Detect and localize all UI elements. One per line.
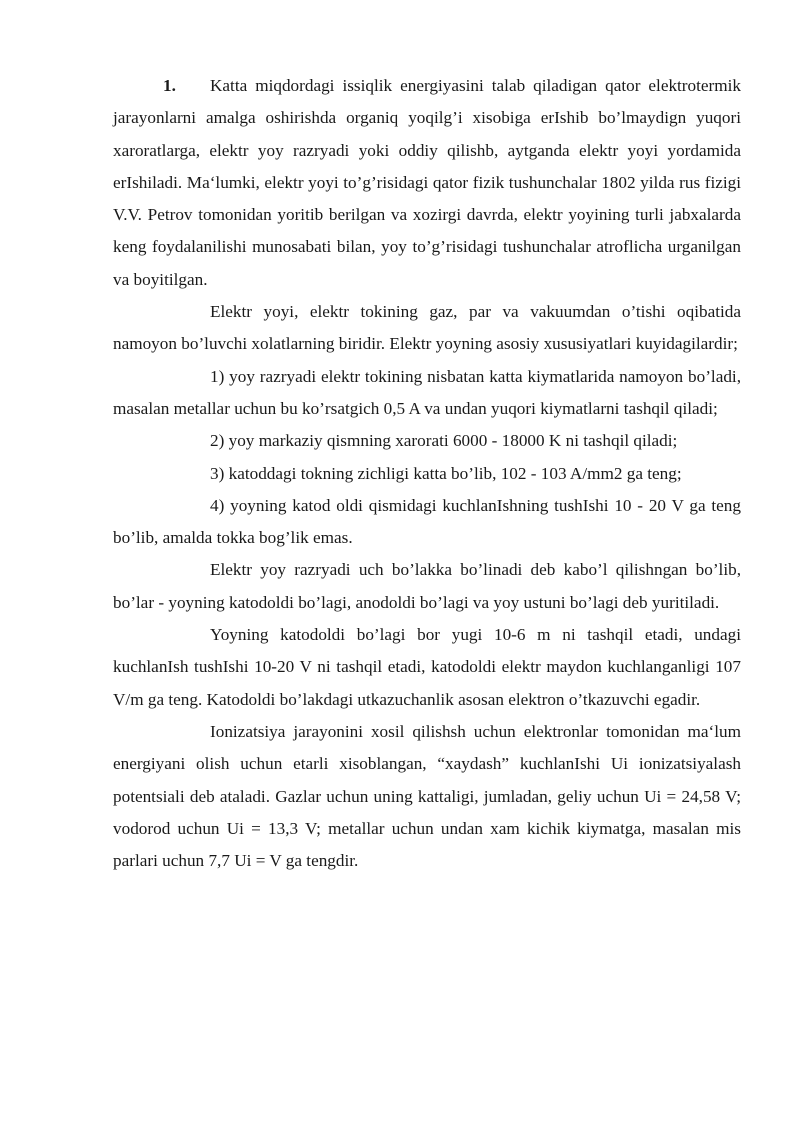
paragraph-arc-parts: Elektr yoy razryadi uch bo’lakka bo’linadi deb kabo’l qilishngan bo’lib, bo’lar - yoyning katodoldi bo’lagi, anodoldi bo’lagi va yoy ustuni bo’lagi deb yuritiladi. (113, 560, 741, 612)
paragraph-text: Katta miqdordagi issiqlik energiyasini talab qiladigan qator elektrotermik jarayonlarni amalga oshirishda organiq yoqilg’i xisobiga erIshib bo’lmaydign yuqori xaroratlarga, elektr yoy razryadi yoki oddiy qilishb, aytganda elektr yoyi yordamida erIshiladi. Ma‘lumki, elektr yoyi to’g’risidagi qator fizik tushunchalar 1802 yilda rus fizigi V.V. Petrov tomonidan yoritib berilgan va xozirgi davrda, elektr yoyining turli jabxalarda keng foydalanilishi munosabati bilan, yoy to’g’risidagi tushunchalar atroflicha urganilgan va boyitilgan. (113, 76, 741, 289)
document-page (113, 70, 741, 877)
list-item-2: 2) yoy markaziy qismning xarorati 6000 - 18000 K ni tashqil qiladi; (210, 431, 678, 451)
list-item-1: 1) yoy razryadi elektr tokining nisbatan katta kiymatlarida namoyon bo’ladi, masalan metallar uchun bu ko’rsatgich 0,5 A va undan yuqori kiymatlarni tashqil qiladi; (113, 366, 741, 418)
paragraph-arc-definition: Elektr yoyi, elektr tokining gaz, par va vakuumdan o’tishi oqibatida namoyon bo’luvchi xolatlarning biridir. Elektr yoyning asosiy xususiyatlari kuyidagilardir; (113, 302, 741, 354)
paragraph-ionization: Ionizatsiya jarayonini xosil qilishsh uchun elektronlar tomonidan ma‘lum energiyani olish uchun etarli xisoblangan, “xaydash” kuchlanIshi Ui ionizatsiyalash potentsiali deb ataladi. Gazlar uchun uning kattaligi, jumladan, geliy uchun Ui = 24,58 V; vodorod uchun Ui = 13,3 V; metallar uchun undan xam kichik kiymatga, masalan mis parlari uchun 7,7 Ui = V ga tengdir. (113, 721, 741, 871)
paragraph-cathode-region: Yoyning katodoldi bo’lagi bor yugi 10-6 m ni tashqil etadi, undagi kuchlanIsh tushIshi 10-20 V ni tashqil etadi, katodoldi elektr maydon kuchlanganligi 107 V/m ga teng. Katodoldi bo’lakdagi utkazuchanlik asosan elektron o’tkazuvchi egadir. (113, 625, 741, 709)
section-number: 1. (163, 76, 176, 95)
paragraph-intro (113, 70, 741, 296)
list-item-4: 4) yoyning katod oldi qismidagi kuchlanIshning tushIshi 10 - 20 V ga teng bo’lib, amalda tokka bog’lik emas. (113, 495, 741, 548)
list-item-3: 3) katoddagi tokning zichligi katta bo’lib, 102 - 103 A/mm2 ga teng; (210, 463, 682, 483)
